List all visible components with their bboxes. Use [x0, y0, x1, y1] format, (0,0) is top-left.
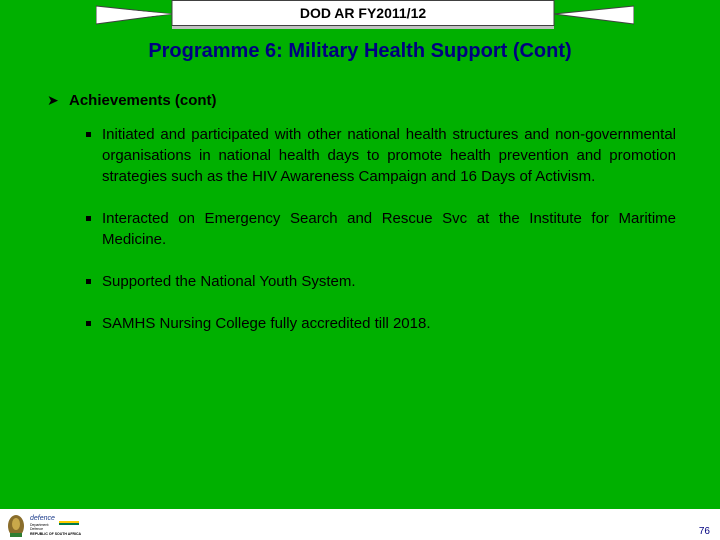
- list-item: [84, 124, 676, 187]
- logo-subtext-3: REPUBLIC OF SOUTH AFRICA: [30, 532, 82, 536]
- footer-bar: [0, 509, 720, 540]
- square-bullet-icon: [86, 132, 91, 137]
- banner-title: DOD AR FY2011/12: [299, 5, 427, 21]
- section-heading: [47, 92, 217, 109]
- page-number: 76: [698, 526, 710, 537]
- square-bullet-icon: [86, 216, 91, 221]
- logo-text: defence: [30, 515, 55, 522]
- defence-logo: [4, 511, 94, 539]
- logo-subtext-1: Department:: [30, 523, 50, 527]
- list-item: [84, 208, 676, 250]
- logo-subtext-2: Defence: [30, 527, 44, 531]
- header-banner: [96, 0, 634, 32]
- bullet-text: Interacted on Emergency Search and Rescue Svc at the Institute for Maritime Medicine.: [102, 210, 676, 248]
- bullet-text: Supported the National Youth System.: [102, 273, 356, 290]
- list-item: [84, 313, 676, 334]
- arrow-bullet-icon: ➤: [47, 92, 59, 108]
- slide-title: Programme 6: Military Health Support (Cont): [148, 40, 572, 62]
- section-heading-text: Achievements (cont): [69, 92, 217, 109]
- square-bullet-icon: [86, 321, 91, 326]
- bullet-text: SAMHS Nursing College fully accredited till 2018.: [102, 315, 431, 332]
- bullet-list: [84, 124, 676, 355]
- square-bullet-icon: [86, 279, 91, 284]
- list-item: [84, 271, 676, 292]
- bullet-text: Initiated and participated with other national health structures and non-governmental organisations in national health days to promote health prevention and promotion strategies such as the HIV Awareness Campaign and 16 Days of Activism.: [102, 126, 676, 185]
